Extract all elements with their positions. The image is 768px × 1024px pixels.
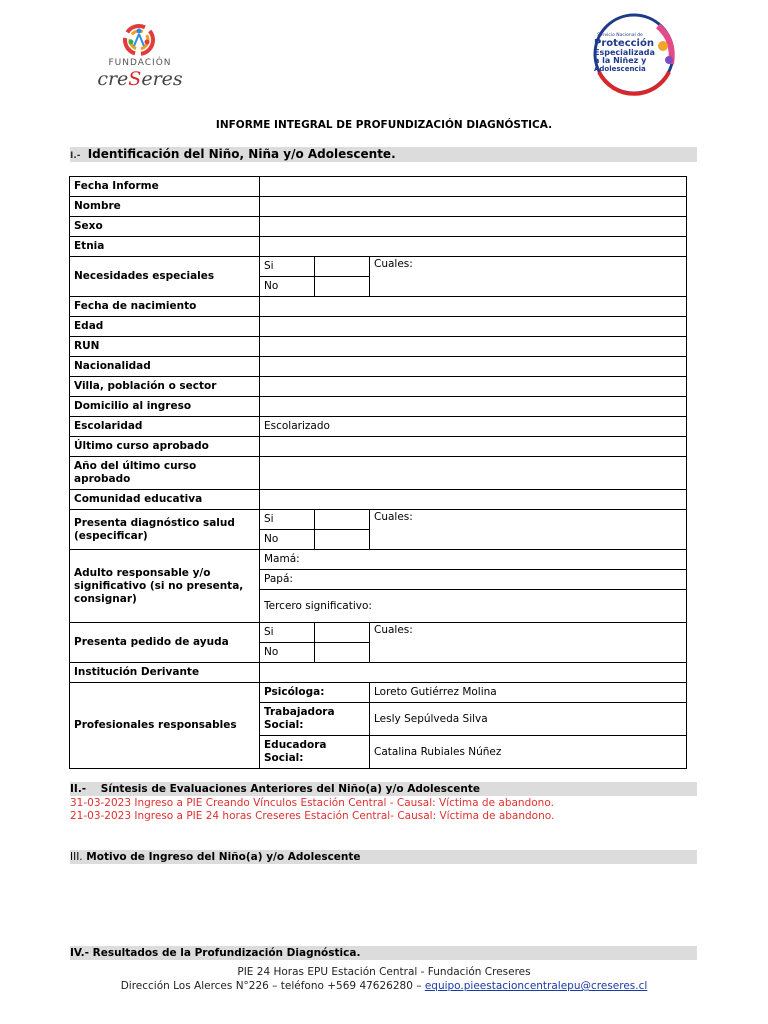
- table-row: [70, 397, 687, 417]
- table-row: [70, 663, 687, 683]
- evaluacion-line-1: 31-03-2023 Ingreso a PIE Creando Vínculos Estación Central - Causal: Víctima de abandono.: [70, 797, 554, 809]
- logo-line4: a la Niñez y: [594, 56, 647, 65]
- diagnostico-label: Presenta diagnóstico salud (especificar): [70, 510, 260, 550]
- diagnostico-si-box[interactable]: [315, 510, 370, 530]
- section-2-header: II.- Síntesis de Evaluaciones Anteriores del Niño(a) y/o Adolescente: [70, 782, 697, 796]
- section-3-header: [70, 850, 697, 864]
- necesidades-label: Necesidades especiales: [70, 257, 260, 297]
- tercero-field[interactable]: Tercero significativo:: [260, 590, 687, 623]
- mama-field[interactable]: Mamá:: [260, 550, 687, 570]
- diagnostico-si-label: Si: [260, 510, 315, 530]
- necesidades-no-label: No: [260, 277, 315, 297]
- table-row: [70, 683, 687, 703]
- evaluacion-line-2: 21-03-2023 Ingreso a PIE 24 horas Creseres Estación Central- Causal: Víctima de abandono.: [70, 810, 555, 822]
- diagnostico-cuales[interactable]: Cuales:: [370, 510, 687, 550]
- table-row: [70, 217, 687, 237]
- etnia-label: Etnia: [70, 237, 260, 257]
- section-1-number: I.-: [70, 151, 81, 161]
- ultimo-curso-value[interactable]: [260, 437, 687, 457]
- logo-line3: Especializada: [594, 48, 655, 57]
- diagnostico-no-box[interactable]: [315, 530, 370, 550]
- edad-label: Edad: [70, 317, 260, 337]
- table-row: [70, 237, 687, 257]
- sexo-value[interactable]: [260, 217, 687, 237]
- fundacion-creseres-logo: [95, 22, 185, 92]
- comunidad-label: Comunidad educativa: [70, 490, 260, 510]
- table-row: [70, 377, 687, 397]
- diagnostico-no-label: No: [260, 530, 315, 550]
- nacionalidad-value[interactable]: [260, 357, 687, 377]
- anio-curso-label: Año del último curso aprobado: [70, 457, 260, 490]
- escolaridad-value[interactable]: Escolarizado: [260, 417, 687, 437]
- educadora-label: Educadora Social:: [260, 736, 370, 769]
- table-row: [70, 317, 687, 337]
- pedido-no-box[interactable]: [315, 643, 370, 663]
- adulto-label: Adulto responsable y/o significativo (si no presenta, consignar): [70, 550, 260, 623]
- pedido-si-label: Si: [260, 623, 315, 643]
- educadora-name: Catalina Rubiales Núñez: [370, 736, 687, 769]
- nombre-label: Nombre: [70, 197, 260, 217]
- pedido-si-box[interactable]: [315, 623, 370, 643]
- necesidades-no-box[interactable]: [315, 277, 370, 297]
- profesionales-label: Profesionales responsables: [70, 683, 260, 769]
- section-3-label: Motivo de Ingreso del Niño(a) y/o Adolescente: [86, 851, 361, 863]
- table-row: [70, 197, 687, 217]
- domicilio-label: Domicilio al ingreso: [70, 397, 260, 417]
- nombre-value[interactable]: [260, 197, 687, 217]
- run-value[interactable]: [260, 337, 687, 357]
- psicologa-name: Loreto Gutiérrez Molina: [370, 683, 687, 703]
- table-row: [70, 550, 687, 570]
- table-row: [70, 510, 687, 530]
- identification-table: [69, 176, 687, 769]
- table-row: [70, 357, 687, 377]
- section-1-label: Identificación del Niño, Niña y/o Adolescente.: [87, 147, 396, 161]
- domicilio-value[interactable]: [260, 397, 687, 417]
- logo-line5: Adolescencia: [594, 65, 646, 73]
- table-row: [70, 457, 687, 490]
- etnia-value[interactable]: [260, 237, 687, 257]
- trabajadora-name: Lesly Sepúlveda Silva: [370, 703, 687, 736]
- trabajadora-label: Trabajadora Social:: [260, 703, 370, 736]
- institucion-value[interactable]: [260, 663, 687, 683]
- run-label: RUN: [70, 337, 260, 357]
- necesidades-cuales[interactable]: Cuales:: [370, 257, 687, 297]
- fecha-informe-label: Fecha Informe: [70, 177, 260, 197]
- logo-fundacion-text: FUNDACIÓN: [108, 58, 172, 68]
- sexo-label: Sexo: [70, 217, 260, 237]
- table-row: [70, 337, 687, 357]
- creseres-emblem-icon: [113, 22, 165, 58]
- anio-curso-value[interactable]: [260, 457, 687, 490]
- comunidad-value[interactable]: [260, 490, 687, 510]
- necesidades-si-label: Si: [260, 257, 315, 277]
- table-row: [70, 177, 687, 197]
- servicio-proteccion-emblem-icon: [583, 12, 685, 96]
- edad-value[interactable]: [260, 317, 687, 337]
- section-3-number: III.: [70, 851, 83, 863]
- logo-creseres-text: creSeres: [97, 68, 183, 90]
- necesidades-si-box[interactable]: [315, 257, 370, 277]
- nacionalidad-label: Nacionalidad: [70, 357, 260, 377]
- table-row: [70, 623, 687, 643]
- document-title: INFORME INTEGRAL DE PROFUNDIZACIÓN DIAGNÓSTICA.: [215, 119, 553, 131]
- psicologa-label: Psicóloga:: [260, 683, 370, 703]
- fecha-informe-value[interactable]: [260, 177, 687, 197]
- pedido-no-label: No: [260, 643, 315, 663]
- section-1-header: [70, 147, 697, 162]
- institucion-label: Institución Derivante: [70, 663, 260, 683]
- fecha-nacimiento-label: Fecha de nacimiento: [70, 297, 260, 317]
- servicio-proteccion-logo: [583, 12, 685, 96]
- section-4-header: IV.- Resultados de la Profundización Diagnóstica.: [70, 946, 697, 960]
- pedido-cuales[interactable]: Cuales:: [370, 623, 687, 663]
- ultimo-curso-label: Último curso aprobado: [70, 437, 260, 457]
- footer-address: Dirección Los Alerces N°226 – teléfono +569 47626280 –: [120, 980, 425, 992]
- table-row: [70, 417, 687, 437]
- footer-contact-line: [0, 980, 768, 992]
- villa-label: Villa, población o sector: [70, 377, 260, 397]
- escolaridad-label: Escolaridad: [70, 417, 260, 437]
- table-row: [70, 297, 687, 317]
- pedido-label: Presenta pedido de ayuda: [70, 623, 260, 663]
- fecha-nacimiento-value[interactable]: [260, 297, 687, 317]
- logo-line1: Servicio Nacional de: [597, 33, 643, 38]
- footer-org-line: PIE 24 Horas EPU Estación Central - Fundación Creseres: [237, 966, 531, 978]
- footer-email-link[interactable]: equipo.pieestacioncentralepu@creseres.cl: [424, 980, 648, 992]
- villa-value[interactable]: [260, 377, 687, 397]
- table-row: [70, 257, 687, 277]
- table-row: [70, 437, 687, 457]
- table-row: [70, 490, 687, 510]
- papa-field[interactable]: Papá:: [260, 570, 687, 590]
- logo-line2: Protección: [594, 38, 654, 49]
